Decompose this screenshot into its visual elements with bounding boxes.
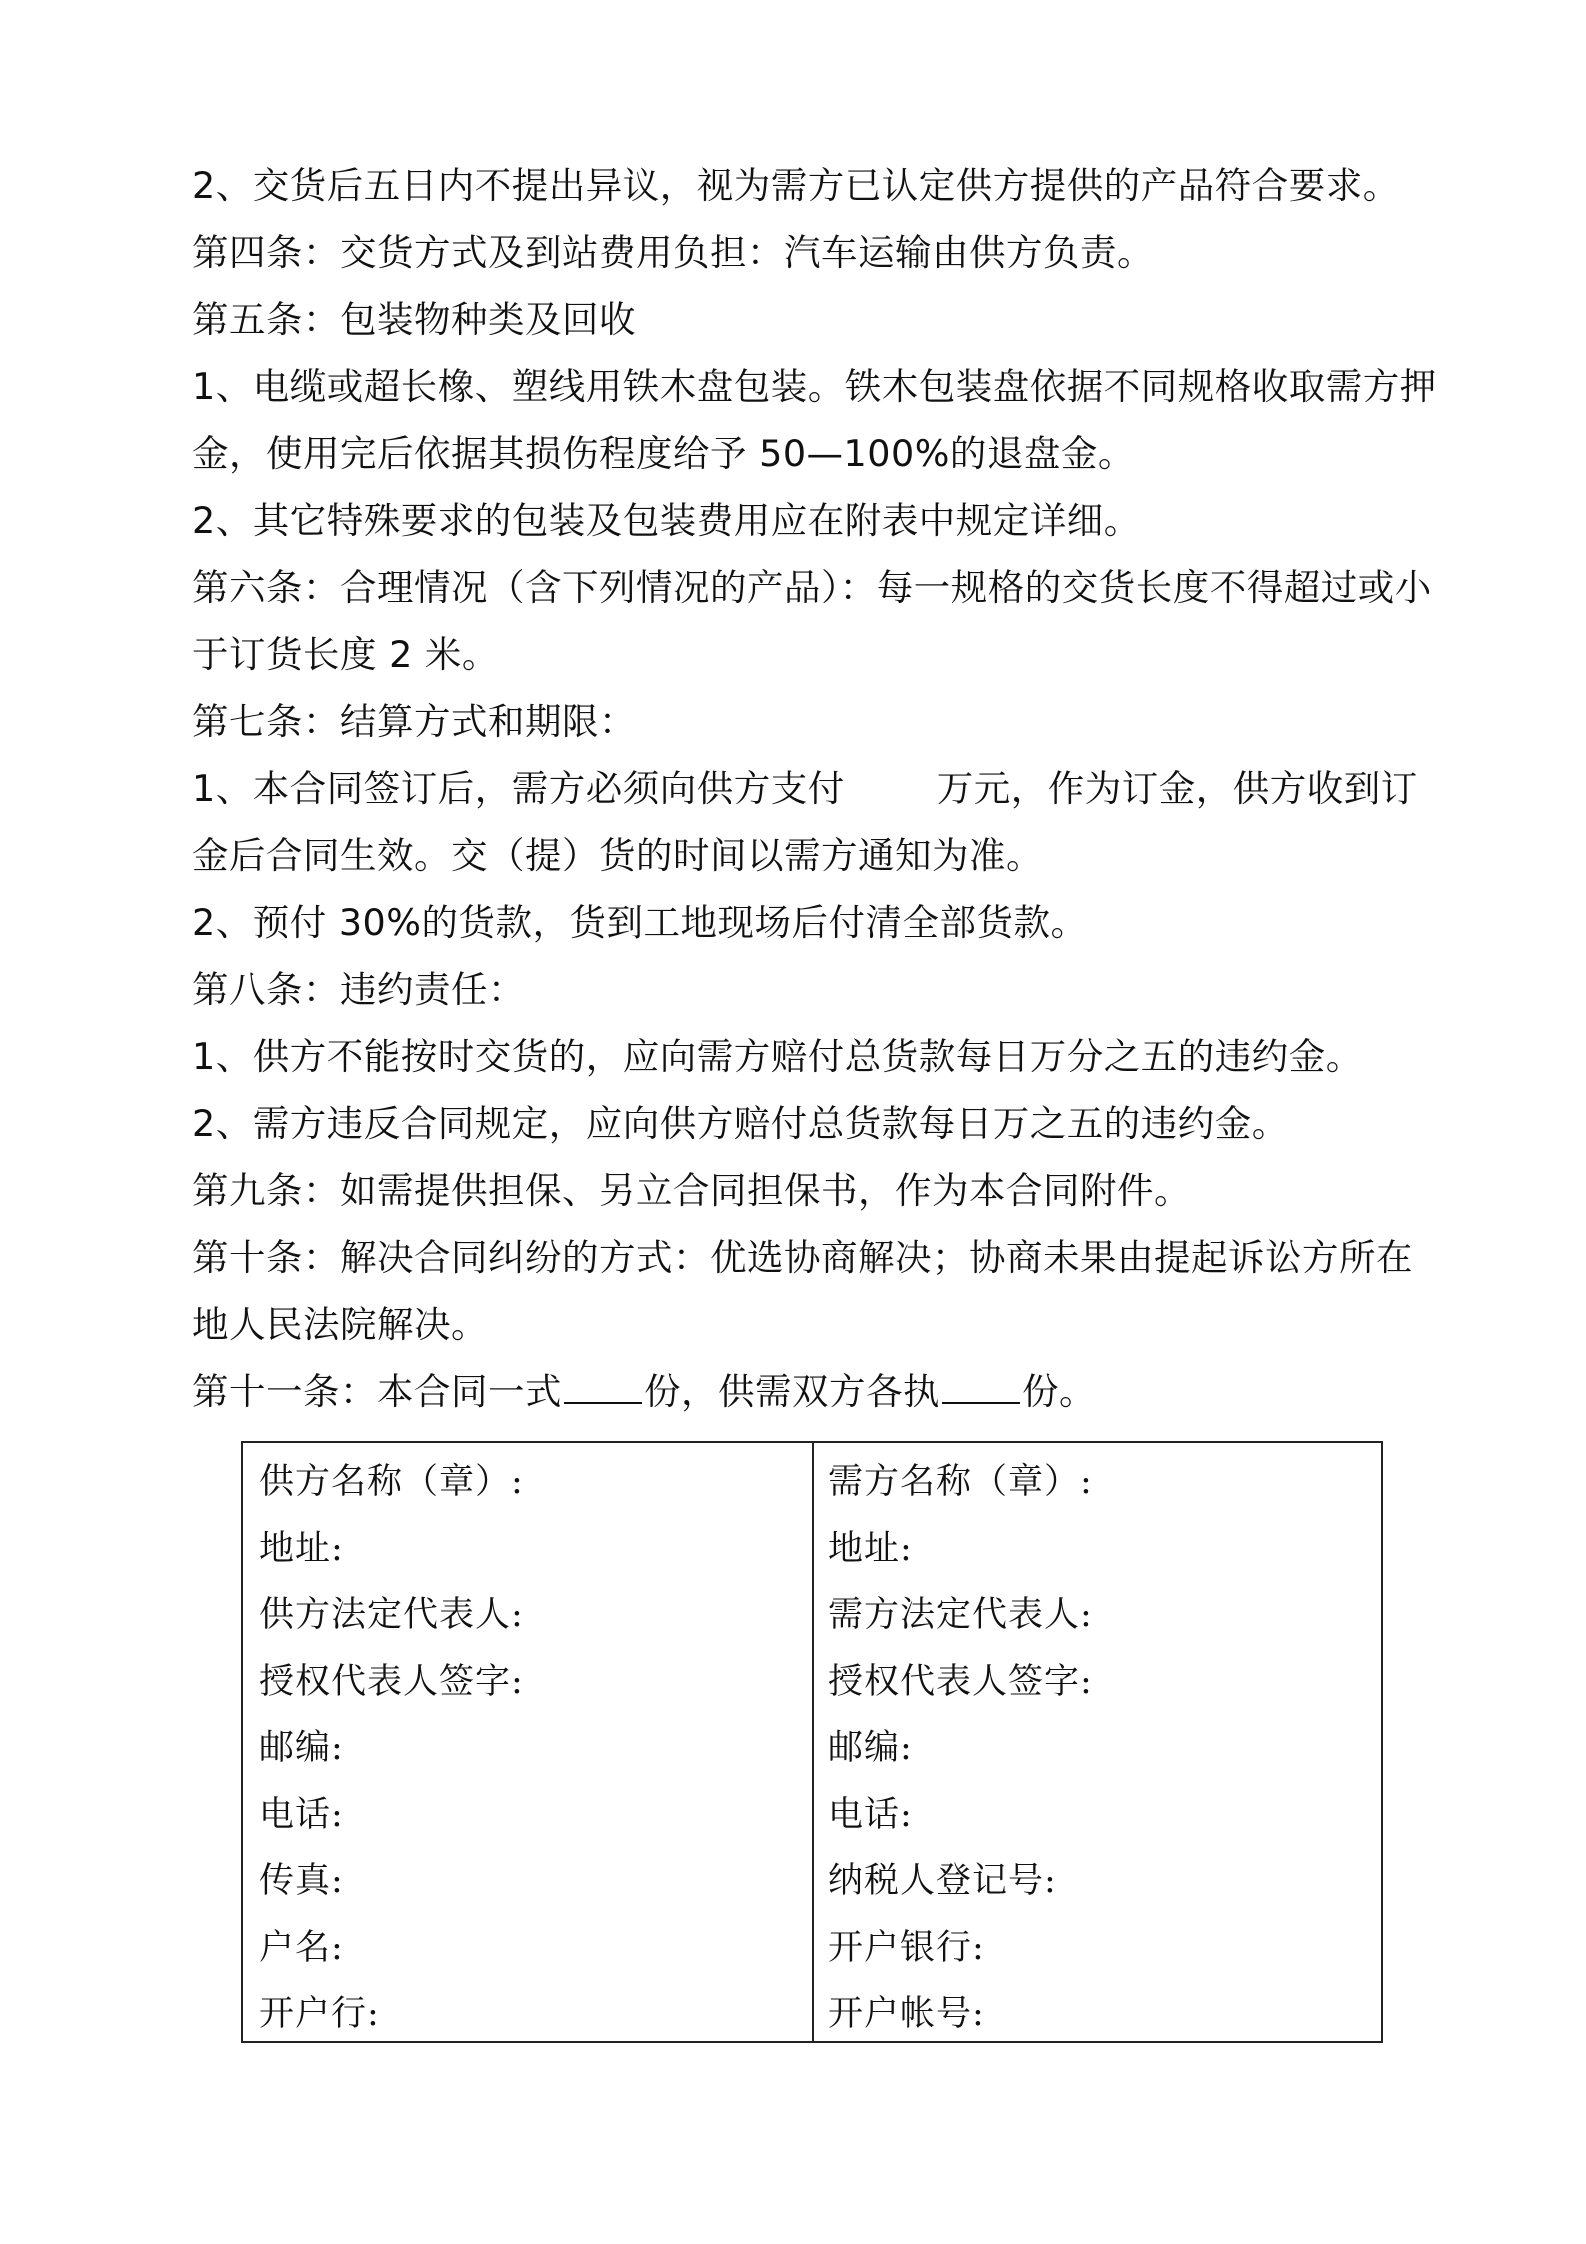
clause-line: 金后合同生效。交（提）货的时间以需方通知为准。	[192, 834, 1043, 877]
clause-10-heading: 第十条：解决合同纠纷的方式：优选协商解决；协商未果由提起诉讼方所在	[192, 1236, 1413, 1279]
contract-body	[192, 152, 1437, 1425]
buyer-address-label: 地址:	[828, 1528, 913, 1569]
supplier-address-label: 地址:	[259, 1528, 344, 1569]
clause-line: 1、供方不能按时交货的，应向需方赔付总货款每日万分之五的违约金。	[192, 1035, 1363, 1078]
supplier-fax-label: 传真:	[259, 1861, 344, 1901]
clause-9-heading: 第九条：如需提供担保、另立合同担保书，作为本合同附件。	[192, 1169, 1191, 1212]
supplier-name-label: 供方名称（章）:	[259, 1462, 524, 1502]
clause-5-heading: 第五条：包装物种类及回收	[192, 298, 636, 341]
supplier-column	[243, 1443, 814, 2041]
supplier-account-name-label: 户名:	[259, 1927, 344, 1968]
buyer-bank-label: 开户银行:	[828, 1927, 985, 1968]
buyer-account-number-label: 开户帐号:	[828, 1994, 985, 2034]
buyer-postcode-label: 邮编:	[828, 1728, 913, 1768]
clause-11-heading	[192, 1358, 1432, 1425]
clause-line: 地人民法院解决。	[192, 1303, 488, 1346]
clause-text: 1、本合同签订后，需方必须向供方支付	[192, 767, 845, 810]
clause-text: 份。	[1022, 1370, 1096, 1413]
clause-line	[192, 755, 1432, 822]
supplier-authorized-sign-label: 授权代表人签字:	[259, 1661, 524, 1702]
clause-line: 1、电缆或超长橡、塑线用铁木盘包装。铁木包装盘依据不同规格收取需方押	[192, 365, 1437, 408]
clause-7-heading: 第七条：结算方式和期限：	[192, 700, 636, 743]
clause-text: 第十一条：本合同一式	[192, 1370, 562, 1413]
supplier-phone-label: 电话:	[259, 1794, 344, 1835]
clause-line: 金，使用完后依据其损伤程度给予 50—100%的退盘金。	[192, 432, 1135, 475]
supplier-postcode-label: 邮编:	[259, 1728, 344, 1768]
clause-4-delivery: 第四条：交货方式及到站费用负担：汽车运输由供方负责。	[192, 231, 1154, 274]
buyer-column	[814, 1443, 1381, 2041]
clause-line: 2、交货后五日内不提出异议，视为需方已认定供方提供的产品符合要求。	[192, 164, 1400, 207]
copies-total-blank	[564, 1372, 642, 1404]
clause-text: 万元，作为订金，供方收到订	[936, 767, 1418, 810]
buyer-name-label: 需方名称（章）:	[828, 1462, 1093, 1502]
clause-8-heading: 第八条：违约责任：	[192, 968, 525, 1011]
buyer-authorized-sign-label: 授权代表人签字:	[828, 1661, 1093, 1702]
buyer-phone-label: 电话:	[828, 1794, 913, 1835]
supplier-legal-rep-label: 供方法定代表人:	[259, 1595, 524, 1635]
clause-line: 2、其它特殊要求的包装及包装费用应在附表中规定详细。	[192, 499, 1141, 542]
clause-6-heading: 第六条：合理情况（含下列情况的产品）：每一规格的交货长度不得超过或小	[192, 566, 1432, 609]
buyer-tax-id-label: 纳税人登记号:	[828, 1861, 1057, 1901]
buyer-legal-rep-label: 需方法定代表人:	[828, 1595, 1093, 1635]
clause-line: 2、预付 30%的货款，货到工地现场后付清全部货款。	[192, 901, 1088, 944]
clause-line: 于订货长度 2 米。	[192, 633, 499, 676]
clause-line: 2、需方违反合同规定，应向供方赔付总货款每日万之五的违约金。	[192, 1102, 1289, 1145]
signature-table	[241, 1441, 1383, 2043]
clause-text: 份，供需双方各执	[644, 1370, 940, 1413]
supplier-bank-label: 开户行:	[259, 1994, 380, 2034]
copies-each-blank	[942, 1372, 1020, 1404]
